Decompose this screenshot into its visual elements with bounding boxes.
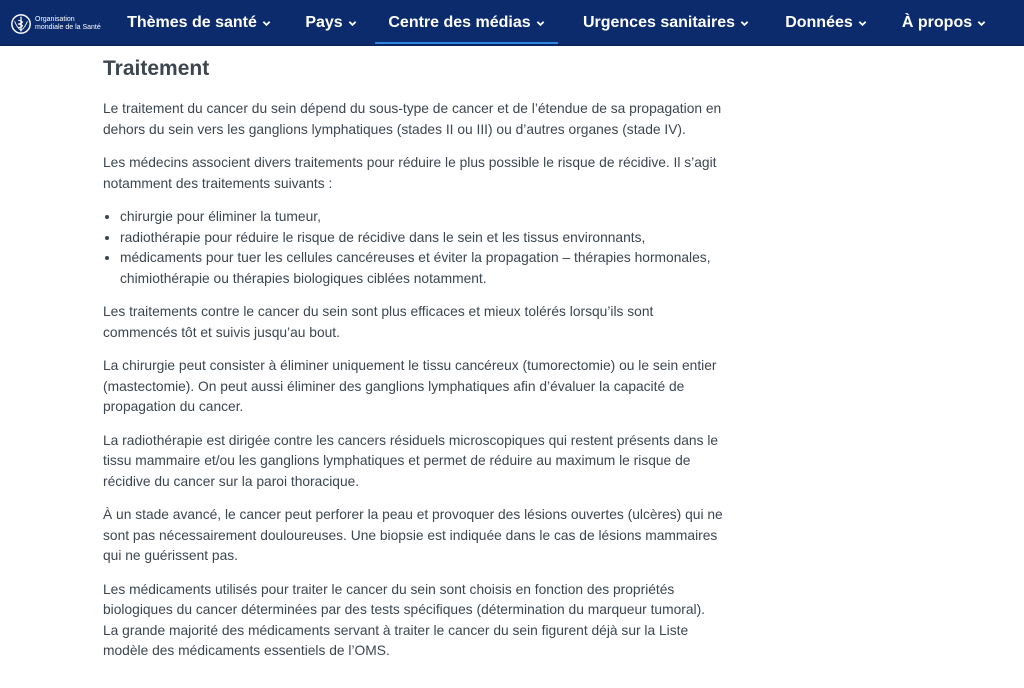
- nav-item-label: Urgences sanitaires: [582, 14, 736, 31]
- paragraph-1: Le traitement du cancer du sein dépend du sous-type de cancer et de l’étendue de sa propagation en dehors du sein vers les ganglions lymphatiques (stades II ou III) ou d’autres organes (stade IV).: [103, 101, 722, 137]
- nav-item-themes-de-sante[interactable]: [116, 0, 282, 46]
- chevron-down-icon: [536, 19, 545, 28]
- chevron-down-icon: [858, 19, 867, 28]
- chevron-down-icon: [977, 19, 986, 28]
- nav-item-centre-des-medias[interactable]: [375, 0, 558, 46]
- section-heading: Traitement: [103, 57, 210, 80]
- chevron-down-icon: [262, 19, 271, 28]
- nav-item-urgences-sanitaires[interactable]: [570, 0, 762, 46]
- nav-item-label: Données: [785, 14, 853, 31]
- list-item: • radiothérapie pour réduire le risque de récidive dans le sein et les tissus environnants,: [120, 228, 723, 249]
- nav-item-pays[interactable]: [292, 0, 370, 46]
- who-logo[interactable]: [10, 12, 105, 36]
- paragraph-7: Les médicaments utilisés pour traiter le cancer du sein sont choisis en fonction des propriétés biologiques du cancer déterminées par des tests spécifiques (détermination du marqueur tumoral). La grande majorité des médicaments servant à traiter le cancer du sein figurent déjà sur la Liste modèle des médicaments essentiels de l’OMS.: [103, 581, 706, 658]
- paragraph-3: Les traitements contre le cancer du sein sont plus efficaces et mieux tolérés lorsqu’ils sont commencés tôt et suivis jusqu’au bout.: [103, 304, 654, 340]
- paragraph-5: La radiothérapie est dirigée contre les cancers résiduels microscopiques qui restent présents dans le tissu mammaire et/ou les ganglions lymphatiques et permet de réduire au maximum le risque de récidive du cancer sur la paroi thoracique.: [103, 432, 719, 489]
- paragraph-4: La chirurgie peut consister à éliminer uniquement le tissu cancéreux (tumorectomie) ou le sein entier (mastectomie). On peut aussi éliminer des ganglions lymphatiques afin d’évaluer la capacité de propagation du cancer.: [103, 358, 717, 414]
- paragraph-2: Les médecins associent divers traitements pour réduire le plus possible le risque de récidive. Il s’agit notamment des traitements suivants :: [103, 155, 717, 191]
- treatment-list: [103, 207, 723, 289]
- nav-item-label: À propos: [901, 14, 973, 31]
- logo-line-1: Organisation: [35, 16, 75, 23]
- article-content: [103, 56, 723, 675]
- nav-item-label: Centre des médias: [388, 14, 531, 31]
- list-item: • chirurgie pour éliminer la tumeur,: [120, 207, 723, 228]
- list-item: • médicaments pour tuer les cellules cancéreuses et éviter la propagation – thérapies hormonales, chimiothérapie ou thérapies biologiques ciblées notamment.: [120, 248, 723, 289]
- chevron-down-icon: [348, 19, 357, 28]
- who-logo-text: [35, 16, 105, 32]
- nav-item-a-propos[interactable]: [893, 0, 995, 46]
- who-emblem-icon: [10, 13, 32, 35]
- chevron-down-icon: [740, 19, 749, 28]
- nav-item-label: Thèmes de santé: [127, 14, 257, 31]
- nav-item-label: Pays: [305, 14, 343, 31]
- paragraph-6: À un stade avancé, le cancer peut perforer la peau et provoquer des lésions ouvertes (ulcères) qui ne sont pas nécessairement douloureuses. Une biopsie est indiquée dans le cas de lésions mammaires qui ne guérissent pas.: [103, 507, 723, 563]
- nav-item-donnees[interactable]: [776, 0, 876, 46]
- logo-line-2: mondiale de la Santé: [35, 24, 101, 31]
- top-navigation-bar: [0, 0, 1024, 46]
